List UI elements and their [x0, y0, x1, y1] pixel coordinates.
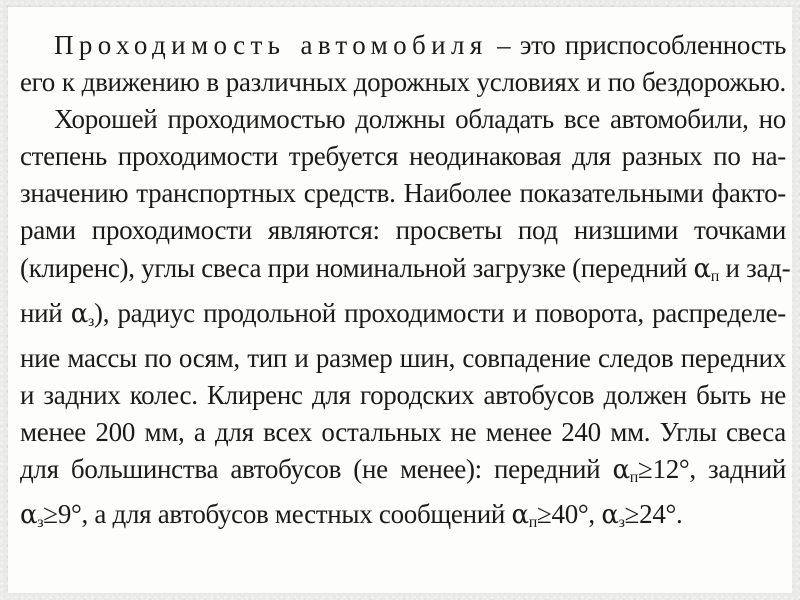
text-line-9: ние массы по осям, тип и размер шин, совпадение следов передних: [20, 342, 786, 373]
subscript-front: п: [710, 267, 720, 285]
text-line-13: $\alpha_з\ge 9^\circ$, а для автобусов местных сообщений $\alpha_п\ge 40^\circ$, $\alpha_з\ge 24^\circ$.: [20, 499, 683, 532]
text-line-3: Хорошей проходимостью должны обладать все автомобили, но: [54, 104, 786, 135]
text-line-4: степень проходимости требуется неодинаковая для разных по на-: [20, 141, 786, 172]
subscript-front: п: [528, 514, 538, 532]
subscript-rear: з: [88, 312, 95, 330]
subscript-front: п: [629, 469, 638, 487]
alpha-symbol: α: [612, 455, 630, 486]
alpha-symbol: α: [511, 500, 529, 531]
subscript-rear: з: [618, 514, 625, 532]
document-text: [20, 27, 791, 541]
subscript-rear: з: [37, 514, 44, 532]
term-heading: Проходимость автомобиля: [54, 30, 488, 60]
text-line-2: его к движению в различных дорожных условиях и по бездорожью.: [20, 67, 786, 98]
text-line-10: и задних колес. Клиренс для городских автобусов должен быть не: [20, 379, 786, 410]
text-line-12: для большинства автобусов (не менее): передний $\alpha_п\ge 12^\circ$, задний: [20, 454, 786, 487]
text-line-6: рами проходимости являются: просветы под низшими точками: [20, 215, 786, 246]
slide-panel: [8, 7, 792, 593]
text-line-1: Проходимость автомобиля – это приспособленность: [54, 30, 786, 60]
text-line-5: значению транспортных средств. Наиболее показательными факто-: [20, 178, 786, 209]
alpha-symbol: α: [70, 298, 89, 329]
alpha-symbol: α: [601, 500, 619, 531]
text-line-7: (клиренс), углы свеса при номинальной загрузке (передний $\alpha_п$ и зад-: [20, 252, 791, 285]
alpha-symbol: α: [693, 253, 711, 284]
text-line-11: менее 200 мм, а для всех остальных не менее 240 мм. Углы свеса: [20, 416, 786, 447]
text-line-8: ний $\alpha_з$), радиус продольной проходимости и поворота, распределе-: [20, 297, 786, 330]
alpha-symbol: α: [20, 500, 38, 531]
